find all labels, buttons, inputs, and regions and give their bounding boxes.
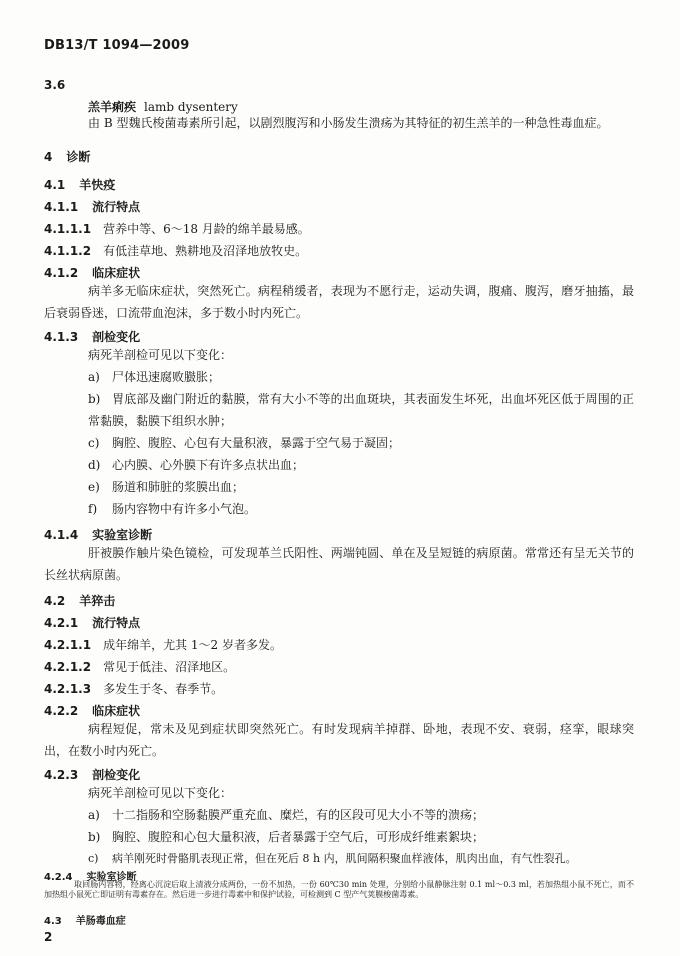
list-item: [88, 476, 634, 498]
clause-4-1-1-2: [44, 242, 307, 259]
section-title: 剖检变化: [92, 330, 141, 344]
section-number: 4.2.1: [44, 616, 79, 630]
section-4-2-2-heading: [44, 702, 140, 719]
paragraph-4-1-2: 病羊多无临床症状，突然死亡。病程稍缓者，表现为不愿行走，运动失调，腹痛、腹泻，磨牙抽搐，最后衰弱昏迷，口流带血泡沫，多于数小时内死亡。: [44, 284, 634, 321]
clause-4-2-1-1: [44, 636, 282, 653]
section-number: 4.3: [44, 916, 62, 927]
list-text: 十二指肠和空肠黏膜严重充血、糜烂，有的区段可见大小不等的溃疡；: [112, 808, 485, 822]
list-item: [88, 454, 634, 476]
document-code: DB13/T 1094—2009: [44, 38, 190, 53]
clause-text: 成年绵羊，尤其 1～2 岁者多发。: [103, 638, 282, 652]
clause-number: 4.1.1.1: [44, 222, 92, 236]
section-number: 3.6: [44, 78, 66, 92]
clause-text: 营养中等、6～18 月龄的绵羊最易感。: [103, 222, 310, 236]
clause-4-2-1-3: [44, 680, 223, 697]
section-4-heading: [44, 148, 90, 165]
section-title: 诊断: [66, 150, 91, 164]
clause-text: 常见于低洼、沼泽地区。: [103, 660, 236, 674]
list-marker: a): [88, 370, 100, 384]
section-4-3-heading: [44, 912, 126, 927]
list-marker: a): [88, 808, 100, 822]
list-item: [88, 804, 634, 826]
list-text: 胸腔、腹腔、心包有大量积液，暴露于空气易于凝固；: [112, 436, 401, 450]
section-title: 流行特点: [92, 200, 141, 214]
list-marker: c): [88, 852, 99, 865]
section-number: 4.1: [44, 178, 66, 192]
section-3-6-heading: [44, 78, 65, 92]
clause-number: 4.2.1.1: [44, 638, 92, 652]
overflow-spacer: [44, 862, 634, 863]
paragraph-4-2-2: 病程短促，常未及见到症状即突然死亡。有时发现病羊掉群、卧地，表现不安、衰弱，痉挛，眼球突出，在数小时内死亡。: [44, 722, 634, 759]
paragraph-4-2-3-intro: 病死羊剖检可见以下变化：: [88, 786, 233, 800]
section-title: 羊快疫: [79, 178, 116, 192]
clause-number: 4.1.1.2: [44, 244, 92, 258]
section-number: 4: [44, 150, 53, 164]
clause-number: 4.2.1.3: [44, 682, 92, 696]
list-marker: d): [88, 458, 101, 472]
list-marker: c): [88, 436, 100, 450]
section-number: 4.2.4: [44, 872, 73, 883]
list-text: 胸腔、腹腔和心包大量积液，后者暴露于空气后，可形成纤维素絮块；: [112, 830, 485, 844]
clause-number: 4.2.1.2: [44, 660, 92, 674]
section-4-1-heading: [44, 176, 115, 193]
list-item: [88, 848, 634, 870]
section-title: 临床症状: [92, 704, 141, 718]
section-number: 4.2.2: [44, 704, 79, 718]
paragraph-4-2-4: 取回肠内容物，经离心沉淀后取上清液分成两份，一份不加热，一份 60℃30 min 处理，分别给小鼠静脉注射 0.1 ml～0.3 ml，若加热组小鼠不死亡，而不加热组小鼠死亡即证明有毒素存在。然后进一步进行毒素中和保护试验，可检测到 C 型产气荚膜梭菌毒素。: [44, 880, 634, 899]
section-4-2-1-heading: [44, 614, 140, 631]
clause-text: 有低洼草地、熟耕地及沼泽地放牧史。: [103, 244, 308, 258]
list-item: [88, 432, 634, 454]
section-4-1-2-heading: [44, 264, 140, 281]
list-item: [88, 366, 634, 388]
section-4-2-heading: [44, 592, 115, 609]
list-text: 肠道和肺脏的浆膜出血；: [112, 480, 245, 494]
clause-text: 多发生于冬、春季节。: [103, 682, 224, 696]
section-number: 4.1.4: [44, 528, 79, 542]
section-number: 4.2.3: [44, 768, 79, 782]
list-text: 病羊刚死时骨骼肌表现正常，但在死后 8 h 内，肌间隔积聚血样液体，肌肉出血，有气性裂孔。: [112, 852, 577, 865]
section-number: 4.1.3: [44, 330, 79, 344]
paragraph-4-1-3-intro: 病死羊剖检可见以下变化：: [88, 348, 233, 362]
list-marker: b): [88, 830, 101, 844]
section-title: 实验室诊断: [86, 872, 137, 883]
section-number: 4.2: [44, 594, 66, 608]
term-definition: 由 B 型魏氏梭菌毒素所引起，以剧烈腹泻和小肠发生溃疡为其特征的初生羔羊的一种急性毒血症。: [88, 116, 609, 130]
section-title: 羊猝击: [79, 594, 116, 608]
list-item: [88, 388, 634, 433]
section-number: 4.1.2: [44, 266, 79, 280]
section-title: 临床症状: [92, 266, 141, 280]
section-title: 羊肠毒血症: [75, 916, 126, 927]
clause-4-1-1-1: [44, 220, 310, 237]
section-4-1-1-heading: [44, 198, 140, 215]
section-title: 实验室诊断: [92, 528, 153, 542]
list-marker: e): [88, 480, 100, 494]
list-text: 心内膜、心外膜下有许多点状出血；: [112, 458, 305, 472]
section-title: 剖检变化: [92, 768, 141, 782]
section-4-1-3-heading: [44, 328, 140, 345]
list-item: [88, 498, 634, 520]
list-text: 尸体迅速腐败臌胀；: [112, 370, 221, 384]
list-marker: b): [88, 392, 101, 406]
term-english: lamb dysentery: [144, 100, 238, 114]
page-number: 2: [44, 930, 53, 944]
paragraph-4-1-4: 肝被膜作触片染色镜检，可发现革兰氏阳性、两端钝圆、单在及呈短链的病原菌。常常还有呈无关节的长丝状病原菌。: [44, 546, 634, 583]
list-text: 胃底部及幽门附近的黏膜，常有大小不等的出血斑块，其表面发生坏死，出血坏死区低于周围的正常黏膜，黏膜下组织水肿；: [88, 392, 634, 429]
section-number: 4.1.1: [44, 200, 79, 214]
list-text: 肠内容物中有许多小气泡。: [112, 502, 257, 516]
list-item: [88, 826, 634, 848]
section-title: 流行特点: [92, 616, 141, 630]
clause-4-2-1-2: [44, 658, 235, 675]
section-4-1-4-heading: [44, 526, 152, 543]
term-chinese: 羔羊痢疾: [88, 100, 137, 114]
section-4-2-3-heading: [44, 766, 140, 783]
list-marker: f): [88, 502, 98, 516]
